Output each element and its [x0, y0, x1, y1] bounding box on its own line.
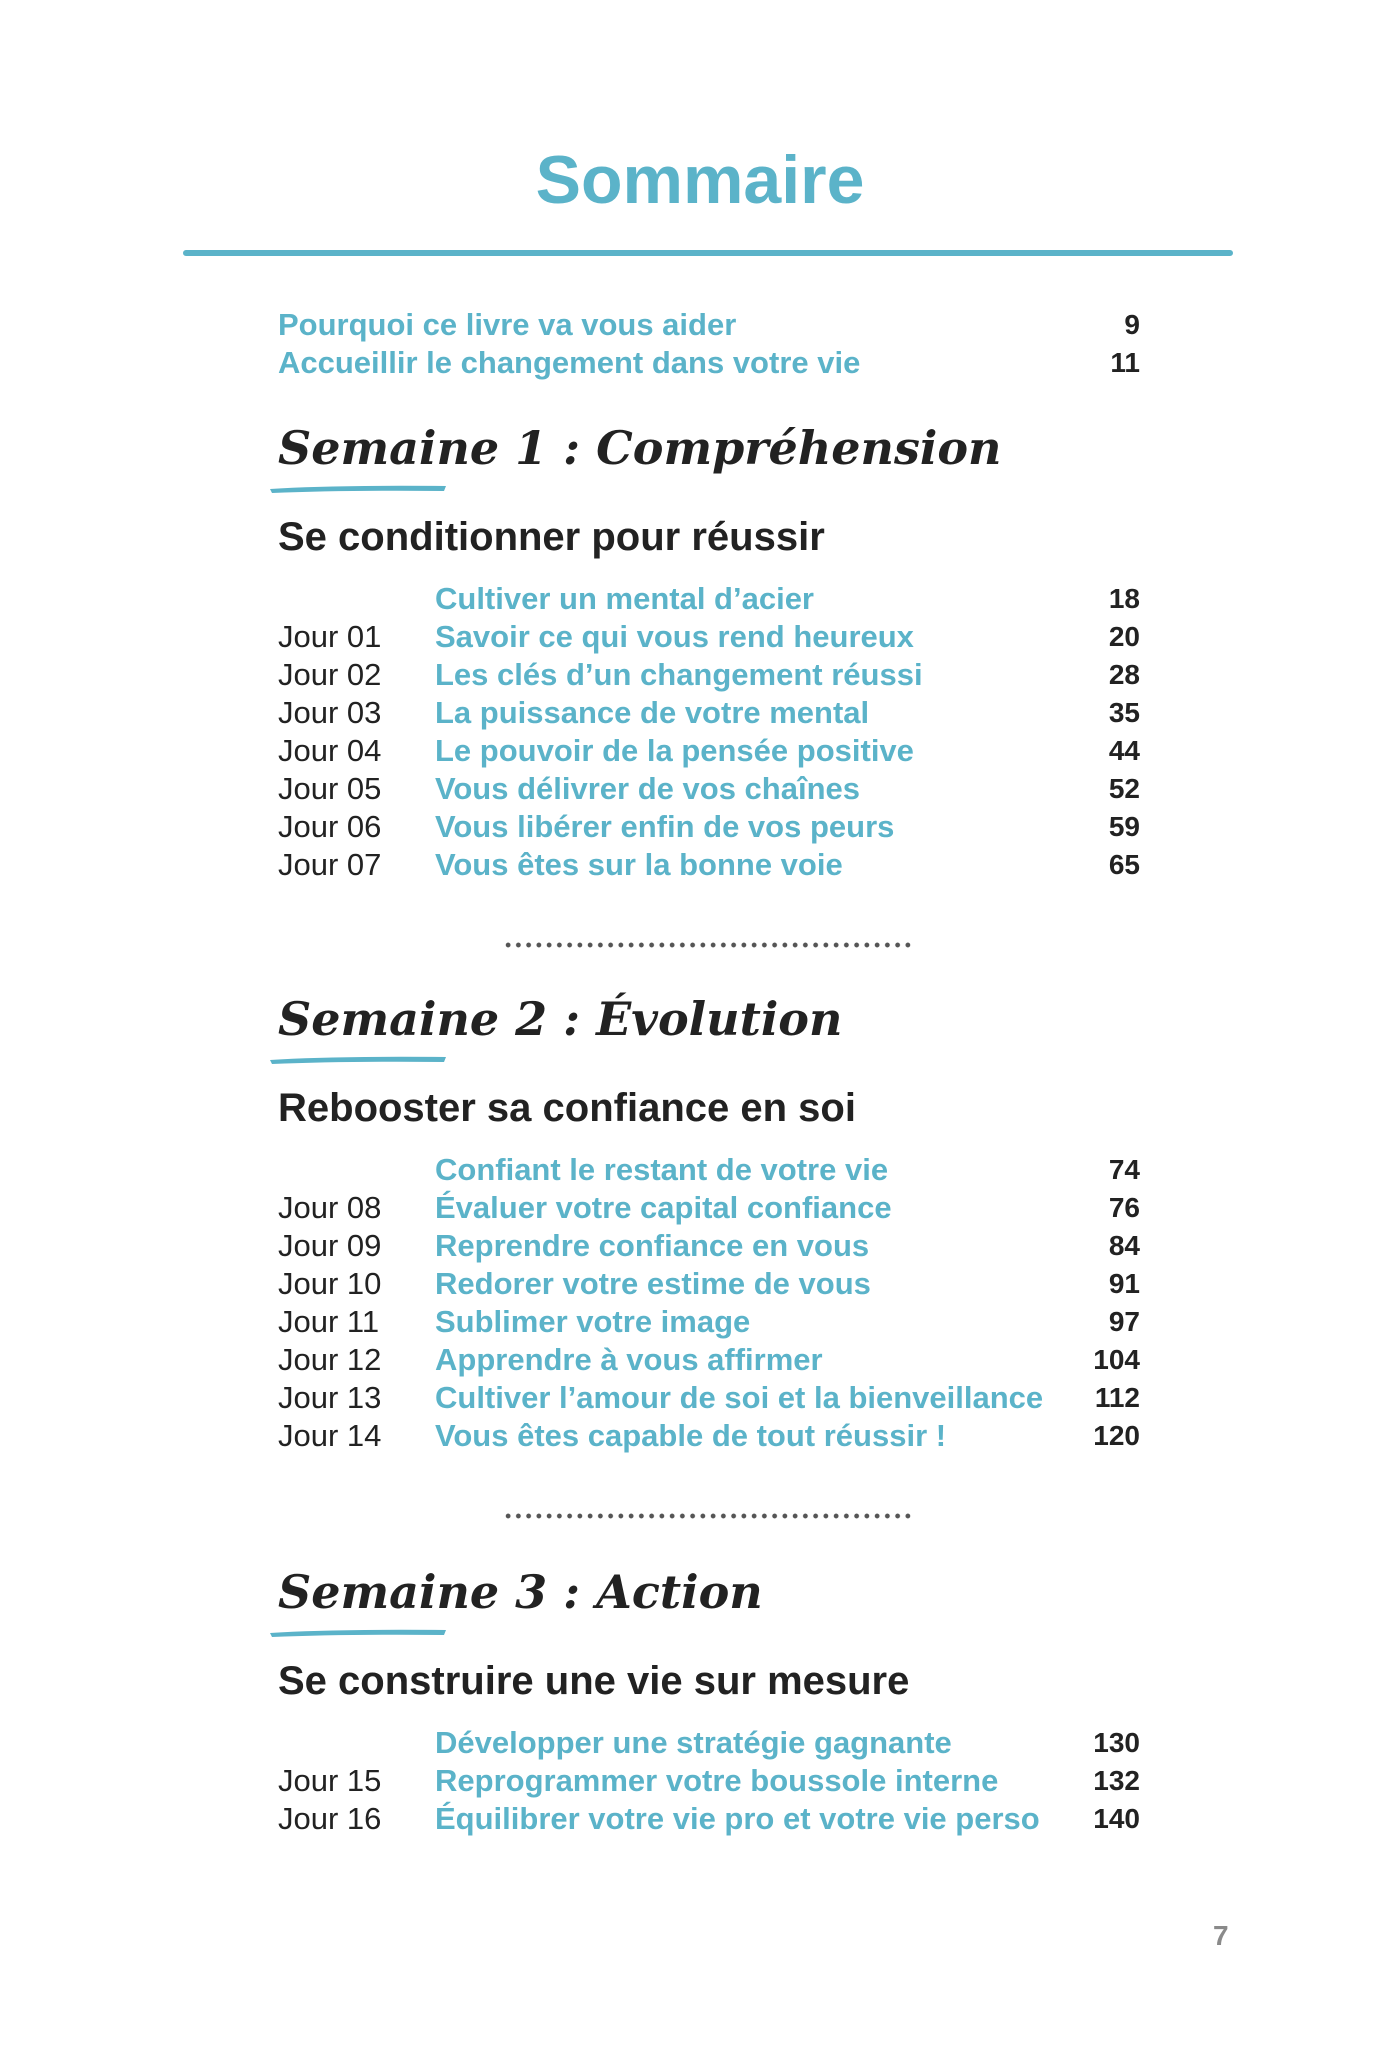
week-heading: Semaine 2 : Évolution: [278, 992, 843, 1046]
week-1-entries: [278, 580, 1140, 884]
toc-row[interactable]: [278, 618, 1140, 656]
day-label: Jour 13: [278, 1380, 382, 1415]
entry-title: Vous êtes sur la bonne voie: [435, 847, 843, 882]
week-heading: Semaine 3 : Action: [278, 1565, 763, 1619]
toc-row[interactable]: [278, 1762, 1140, 1800]
entry-title: Accueillir le changement dans votre vie: [278, 345, 861, 380]
brush-underline: [268, 1055, 448, 1064]
entry-page: 65: [1108, 849, 1140, 880]
entry-page: 18: [1108, 583, 1140, 614]
toc-row[interactable]: [278, 1379, 1140, 1417]
section-title: Se conditionner pour réussir: [278, 515, 825, 559]
toc-row[interactable]: [278, 808, 1140, 846]
toc-row[interactable]: [278, 1265, 1140, 1303]
dotted-separator: [503, 1511, 913, 1521]
entry-page: 9: [1124, 309, 1140, 340]
entry-page: 11: [1110, 347, 1140, 378]
day-label: Jour 06: [278, 809, 382, 844]
toc-row[interactable]: [278, 344, 1140, 382]
week-3-entries: [278, 1724, 1140, 1838]
day-label: Jour 03: [278, 695, 382, 730]
toc-row[interactable]: [278, 770, 1140, 808]
entry-title: Sublimer votre image: [435, 1304, 751, 1339]
entry-title: Équilibrer votre vie pro et votre vie perso: [435, 1801, 1040, 1836]
entry-page: 104: [1093, 1344, 1140, 1375]
title-rule: [183, 250, 1233, 256]
toc-row[interactable]: [278, 306, 1140, 344]
toc-row[interactable]: [278, 1800, 1140, 1838]
entry-page: 132: [1093, 1765, 1140, 1796]
day-label: Jour 07: [278, 847, 382, 882]
entry-title: Confiant le restant de votre vie: [435, 1152, 889, 1187]
toc-row[interactable]: [278, 1341, 1140, 1379]
entry-page: 140: [1093, 1803, 1140, 1834]
entry-page: 112: [1094, 1382, 1140, 1413]
section-title: Se construire une vie sur mesure: [278, 1659, 910, 1703]
week-heading: Semaine 1 : Compréhension: [278, 421, 1002, 475]
entry-page: 91: [1108, 1268, 1140, 1299]
entry-title: Apprendre à vous affirmer: [435, 1342, 823, 1377]
day-label: Jour 08: [278, 1190, 382, 1225]
entry-title: Cultiver l’amour de soi et la bienveillance: [435, 1380, 1044, 1415]
dotted-separator: [503, 940, 913, 950]
intro-entries: [278, 306, 1140, 382]
entry-title: Vous délivrer de vos chaînes: [435, 771, 860, 806]
toc-row[interactable]: [278, 1227, 1140, 1265]
entry-title: Les clés d’un changement réussi: [435, 657, 923, 692]
entry-title: Vous êtes capable de tout réussir !: [435, 1418, 947, 1453]
page-number: 7: [1213, 1920, 1229, 1951]
section-title: Rebooster sa confiance en soi: [278, 1086, 856, 1130]
toc-row[interactable]: [278, 1189, 1140, 1227]
brush-underline: [268, 1628, 448, 1637]
page-title: Sommaire: [535, 142, 865, 218]
entry-page: 28: [1108, 659, 1140, 690]
week-2-entries: [278, 1151, 1140, 1455]
toc-row[interactable]: [278, 694, 1140, 732]
toc-row[interactable]: [278, 1417, 1140, 1455]
entry-page: 120: [1093, 1420, 1140, 1451]
entry-page: 74: [1108, 1154, 1140, 1185]
entry-title: Savoir ce qui vous rend heureux: [435, 619, 914, 654]
toc-row[interactable]: [278, 580, 1140, 618]
entry-page: 20: [1108, 621, 1140, 652]
day-label: Jour 15: [278, 1763, 382, 1798]
toc-row[interactable]: [278, 656, 1140, 694]
day-label: Jour 02: [278, 657, 382, 692]
toc-row[interactable]: [278, 1724, 1140, 1762]
toc-row[interactable]: [278, 1303, 1140, 1341]
entry-page: 130: [1093, 1727, 1140, 1758]
entry-page: 84: [1108, 1230, 1140, 1261]
entry-page: 76: [1108, 1192, 1140, 1223]
entry-page: 35: [1108, 697, 1140, 728]
entry-title: Reprendre confiance en vous: [435, 1228, 870, 1263]
entry-page: 52: [1108, 773, 1140, 804]
entry-title: Redorer votre estime de vous: [435, 1266, 871, 1301]
entry-page: 97: [1108, 1306, 1140, 1337]
day-label: Jour 09: [278, 1228, 382, 1263]
day-label: Jour 16: [278, 1801, 382, 1836]
toc-row[interactable]: [278, 846, 1140, 884]
entry-page: 44: [1108, 735, 1140, 766]
entry-page: 59: [1108, 811, 1140, 842]
entry-title: Pourquoi ce livre va vous aider: [278, 307, 737, 342]
day-label: Jour 01: [278, 619, 382, 654]
day-label: Jour 12: [278, 1342, 382, 1377]
entry-title: Vous libérer enfin de vos peurs: [435, 809, 895, 844]
toc-row[interactable]: [278, 732, 1140, 770]
day-label: Jour 14: [278, 1418, 382, 1453]
entry-title: La puissance de votre mental: [435, 695, 870, 730]
day-label: Jour 05: [278, 771, 382, 806]
entry-title: Le pouvoir de la pensée positive: [435, 733, 914, 768]
day-label: Jour 10: [278, 1266, 382, 1301]
entry-title: Cultiver un mental d’acier: [435, 581, 814, 616]
day-label: Jour 11: [278, 1304, 380, 1339]
entry-title: Développer une stratégie gagnante: [435, 1725, 952, 1760]
toc-row[interactable]: [278, 1151, 1140, 1189]
day-label: Jour 04: [278, 733, 382, 768]
entry-title: Reprogrammer votre boussole interne: [435, 1763, 999, 1798]
entry-title: Évaluer votre capital confiance: [435, 1190, 892, 1225]
brush-underline: [268, 484, 448, 493]
